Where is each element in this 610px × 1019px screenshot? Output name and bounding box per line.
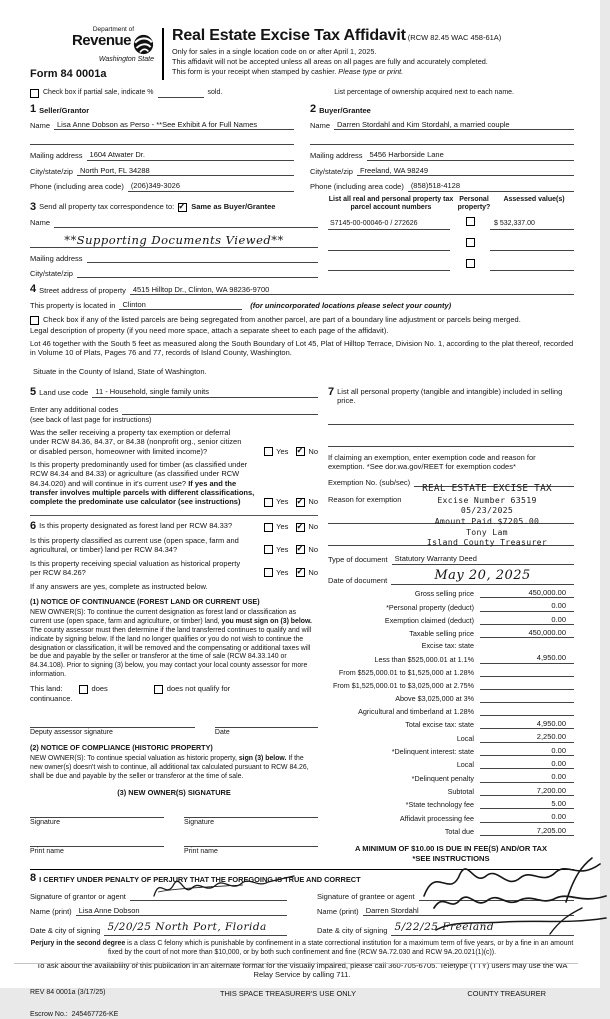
historic-yes-checkbox[interactable] [264, 568, 273, 577]
taxable-selling-price-value[interactable]: 450,000.00 [480, 628, 574, 638]
new-owner-signature-title: (3) NEW OWNER(S) SIGNATURE [30, 788, 318, 797]
exemption-note: If claiming an exemption, enter exemption code and reason for exemption. *See dor.wa.gov/REET for exemption codes* [328, 453, 574, 472]
parcel-row [328, 217, 574, 230]
notice-continuance-body: NEW OWNER(S): To continue the current designation as forest land or classification as current use (open space, farm and agriculture, or timber) land, you must sign on (3) below. The county assessor must then determine if the land transferred continues to qualify and will indicate by signing below. If the land no longer qualifies or you do not wish to continue the designation or classification, it will be removed and the compensating or additional taxes will be due and payable by the seller or transferor at the time of sale (RCW 84.33.140 or 84.34.108). Prior to signing (3) below, you may contact your local county assessor for more information. [30, 609, 318, 681]
codes-note: (see back of last page for instructions) [30, 415, 318, 424]
partial-sale-row: Check box if partial sale, indicate % sold. List percentage of ownership acquired next to each name. [30, 88, 574, 98]
notice-compliance-body: NEW OWNER(S): To continue special valuation as historic property, sign (3) below. If the new owner(s) doesn't wish to continue, all additional tax calculated pursuant to RCW 84.26, shall be due and payable by the seller or transferor at the time of sale. [30, 755, 318, 782]
additional-codes-field[interactable] [122, 405, 318, 415]
seller-csz-field[interactable]: North Port, FL 34288 [77, 166, 294, 176]
main-grid [30, 387, 574, 863]
land-use-label: Land use code [39, 388, 88, 397]
right-column [328, 387, 574, 863]
type-of-document-field[interactable]: Statutory Warranty Deed [392, 554, 574, 564]
revenue-logo-icon [133, 34, 154, 57]
seller-heading: Seller/Grantor [39, 106, 89, 115]
tier1-value[interactable]: 4,950.00 [480, 653, 574, 663]
date-of-document-label: Date of document [328, 576, 387, 585]
gross-selling-price-value[interactable]: 450,000.00 [480, 588, 574, 598]
correspondence-name-field[interactable] [54, 218, 318, 228]
form-number: Form 84 0001a [30, 68, 154, 82]
delinquent-interest-state-value[interactable]: 0.00 [480, 746, 574, 756]
if-any-yes-note: If any answers are yes, complete as instructed below. [30, 582, 318, 591]
correspondence-csz-field[interactable] [77, 268, 318, 278]
partial-sale-checkbox[interactable] [30, 89, 39, 98]
alternate-format-note: To ask about the availability of this publication in an alternate format for the visually impaired, please call 360-705-6705. Teletype (TTY) users may use the WA Relay Service by calling 711. [30, 961, 574, 981]
q2-yes-checkbox[interactable] [264, 498, 273, 507]
dept-of-label: Department of [30, 26, 134, 34]
header-note-2: This affidavit will not be accepted unless all areas on all pages are fully and accurately completed. [172, 57, 501, 66]
header-divider [162, 28, 164, 80]
this-land-row: This land: does does not qualify for [30, 684, 318, 693]
seller-mailing-field[interactable]: 1604 Atwater Dr. [87, 150, 294, 160]
form-title: Real Estate Excise Tax Affidavit [172, 27, 406, 44]
parcel-row [328, 259, 574, 272]
located-in-field[interactable]: Clinton [119, 300, 242, 310]
property-location-section: 4 Street address of property 4515 Hilltop Dr., Clinton, WA 98236-9700 This property is located in Clinton (for unincorporated locations please select your county) Check box if any of the listed parcels are being segregated from another parcel, are part of a boundary line adjustment or parcels being merged. Legal description of property (if you need more space, attach a separate sheet to each page of the affidavit). Lot 46 together with the South 5 feet as measured along the South Boundary of Lot 45, Plat of Hilltop Terrace, Division No. 1, according to the plat thereof, recorded in Volume 10 of Plats, Pages 76 and 77, records of Island County, Washington. Situate in the County of Island, State of Washington. [30, 284, 574, 377]
assessed-value-field-3[interactable] [490, 261, 574, 271]
grantee-signature-field[interactable] [419, 891, 574, 901]
current-use-yes-checkbox[interactable] [264, 545, 273, 554]
assessed-value-col-header: Assessed value(s) [494, 196, 574, 214]
notice-continuance-title: (1) NOTICE OF CONTINUANCE (FOREST LAND OR CURRENT USE) [30, 597, 318, 606]
state-technology-fee-value[interactable]: 5.00 [480, 799, 574, 809]
parcel-number-field-2[interactable] [328, 241, 450, 251]
timber-agriculture-question: Is this property predominantly used for timber (as classified under RCW 84.34 and 84.33) or agriculture (as classified under RCW 84.34.020) and will continue in it's current use? If yes and the transfer involves multiple parcels with different classifications, complete the predominate use calculator (see instructions) Yes ✓ No [30, 460, 318, 507]
tier4-value[interactable] [480, 693, 574, 703]
exemption-no-label: Exemption No. (sub/sec) [328, 478, 410, 487]
grantor-signing-block: Signature of grantor or agent Name (print) Lisa Anne Dobson Date & city of signing 5/20/25 North Port, Florida [30, 884, 287, 936]
certification-section: 8 I CERTIFY UNDER PENALTY OF PERJURY THAT THE FOREGOING IS TRUE AND CORRECT Signature of grantor or agent Name (print) Lisa Anne Dobson Date & city of signing 5/20/25 North Port, Florida Signature of grantee or agent Name (print) Darren Stordahl Date & city of signing 5/22/25 Freeland [30, 869, 574, 936]
historic-no-checkbox[interactable] [296, 568, 305, 577]
county-treasurer-label: COUNTY TREASURER [394, 989, 574, 998]
personal-property-field-2[interactable] [328, 436, 574, 447]
land-use-field[interactable]: 11 - Household, single family units [92, 387, 318, 397]
legal-description-text: Lot 46 together with the South 5 feet as measured along the South Boundary of Lot 45, Plat of Hilltop Terrace, Division No. 1, according to the plat thereof, recorded in Volume 10 of Plats, Pages 76 and 77, records of Island County, Washington. [30, 339, 574, 358]
type-of-document-label: Type of document [328, 555, 388, 564]
total-due-value[interactable]: 7,205.00 [480, 826, 574, 836]
street-address-label: Street address of property [39, 286, 126, 295]
delinquent-interest-local-value[interactable]: 0.00 [480, 759, 574, 769]
personal-property-field-1[interactable] [328, 414, 574, 425]
parcel-table [328, 196, 574, 278]
county-note: (for unincorporated locations please select your county) [250, 301, 451, 310]
buyer-csz-field[interactable]: Freeland, WA 98249 [357, 166, 574, 176]
personal-property-checkbox-3[interactable] [466, 259, 475, 268]
grantor-print-name-field[interactable]: Lisa Anne Dobson [76, 906, 287, 916]
personal-property-checkbox-1[interactable] [466, 217, 475, 226]
segregated-checkbox[interactable] [30, 316, 39, 325]
grantee-signing-block: Signature of grantee or agent Name (print) Darren Stordahl Date & city of signing 5/22/25 Freeland [317, 884, 574, 936]
same-as-buyer-checkbox[interactable] [178, 203, 187, 212]
buyer-heading: Buyer/Grantee [319, 106, 371, 115]
seller-name-field-2[interactable] [30, 135, 294, 145]
minimum-fee-note: A MINIMUM OF $10.00 IS DUE IN FEE(S) AND/OR TAX *SEE INSTRUCTIONS [328, 844, 574, 863]
land-does-not-checkbox[interactable] [154, 685, 163, 694]
exemption-deferral-question: Was the seller receiving a property tax exemption or deferral under RCW 84.36, 84.37, or 84.38 (nonprofit org., senior citizen or disabled person, homeowner with limited income)? Yes ✓ No [30, 428, 318, 456]
segregated-label: Check box if any of the listed parcels are being segregated from another parcel, are part of a boundary line adjustment or parcels being merged. [43, 315, 521, 324]
personal-property-intro: 7 List all personal property (tangible and intangible) included in selling price. [328, 387, 574, 406]
notice-compliance-title: (2) NOTICE OF COMPLIANCE (HISTORIC PROPERTY) [30, 743, 318, 752]
q1-no-checkbox[interactable] [296, 447, 305, 456]
new-owner-print-field-1[interactable]: Print name [30, 836, 164, 857]
deputy-assessor-signature-field[interactable]: Deputy assessor signature [30, 717, 195, 738]
reason-exemption-label: Reason for exemption [328, 495, 401, 504]
street-address-field[interactable]: 4515 Hilltop Dr., Clinton, WA 98236-9700 [130, 285, 574, 295]
buyer-mailing-field[interactable]: 5456 Harborside Lane [367, 150, 574, 160]
washington-state-label: Washington State [30, 56, 154, 65]
parties-grid [30, 98, 574, 192]
land-does-checkbox[interactable] [79, 685, 88, 694]
grantee-print-name-field[interactable]: Darren Stordahl [363, 906, 574, 916]
header-note-1: Only for sales in a single location code on or after April 1, 2025. [172, 47, 501, 56]
parcel-number-field[interactable]: S7145-00-00046-0 / 272626 [328, 220, 450, 230]
located-in-label: This property is located in [30, 301, 115, 310]
legal-description-label: Legal description of property (if you need more space, attach a separate sheet to each page of the affidavit). [30, 326, 574, 335]
buyer-grantee-section: 2 Buyer/Grantee Name Darren Stordahl and Kim Stordahl, a married couple Mailing address 5456 Harborside Lane City/state/zip Freeland, WA 98249 Phone (including area code) (858)518-4128 [310, 98, 574, 192]
header-title-block [172, 26, 501, 82]
deputy-date-field[interactable]: Date [215, 717, 318, 738]
footer-row [30, 989, 574, 998]
correspondence-mailing-field[interactable] [87, 253, 318, 263]
partial-sale-percent-field[interactable] [158, 88, 204, 98]
rcw-reference: (RCW 82.45 WAC 458-61A) [408, 33, 502, 42]
correspondence-label: Send all property tax correspondence to: [39, 202, 174, 211]
rev-form-id: REV 84 0001a (3/17/25) [30, 989, 182, 998]
seller-name-field[interactable]: Lisa Anne Dobson as Perso - **See Exhibit A for Full Names [54, 120, 294, 130]
grantor-date-city-field[interactable]: 5/20/25 North Port, Florida [104, 921, 287, 935]
seller-grantor-section: 1 Seller/Grantor Name Lisa Anne Dobson as Perso - **See Exhibit A for Full Names Mailing address 1604 Atwater Dr. City/state/zip North Port, FL 34288 Phone (including area code) (206)349-3026 [30, 98, 294, 192]
total-excise-state-value[interactable]: 4,950.00 [480, 719, 574, 729]
fee-table: Gross selling price 450,000.00 *Personal property (deduct) 0.00 Exemption claimed (deduct) 0.00 Taxable selling price 450,000.00 Excise tax: state Less than $525,000.01 at 1.1% 4,950.00 From $525,000.01 to $1,525,000 at 1.28% From $1,525,000.01 to $3,025,000 at 2.75% Above $3,025,000 at 3% Agricultural and timberland at 1.28% Total excise tax: state 4,950.00 Local 2,250.00 *Delinquent interest: state 0.00 Local 0.00 *Delinquent penalty 0.00 Subtotal 7,200.00 *State technology fee 5.00 Affidavit processing fee 0.00 Total due 7,205.00 [328, 588, 574, 836]
left-column: 5 Land use code 11 - Household, single family units Enter any additional codes (see back of last page for instructions) Was the seller receiving a property tax exemption or deferral under RCW 84.36, 84.37, or 84.38 (nonprofit org., senior citizen or disabled person, homeowner with limited income)? Yes ✓ No Is this property predominantly used for timber (as classified under RCW 84.34 and 84.33) or agriculture (as classified under RCW 84.34.020) and will continue in it's current use? If yes and the transfer involves multiple parcels with different classifications, complete the predominate use calculator (see instructions) Yes ✓ No 6 Is this property designated as forest land per RCW 84.33? Yes ✓ No Is this property classified as current use (open space, farm and agricultural, or timber) land per RCW 84.34? Yes ✓ No Is this property receiving special valuation as historical property per RCW 84.26? Yes ✓ No If any answers are yes, complete as instructed below. (1) NOTICE OF CONTINUANCE (FOREST LAND OR CURRENT USE) NEW OWNER(S): To continue the current designation as forest land or classification as current use (open space, farm and agriculture, or timber) land, you must sign on (3) below. The county assessor must then determine if the land transferred continues to qualify and will indicate by signing below. If the land no longer qualifies or you do not wish to continue the designation or classification, it will be removed and the compensating or additional taxes will be due and payable by the seller or transferor at the time of sale (RCW 84.33.140 or 84.34.108). Prior to signing (3) below, you may contact your local county assessor for more information. This land: does does not qualify for continuance. Deputy assessor signature Date (2) NOTICE OF COMPLIANCE (HISTORIC PROPERTY) NEW OWNER(S): To continue special valuation as historic property, sign (3) below. If the new owner(s) doesn't wish to continue, all additional tax calculated pursuant to RCW 84.26, shall be due and payable by the seller or transferor at the time of sale. (3) NEW OWNER(S) SIGNATURE Signature Signature Print name Print name [30, 387, 318, 863]
new-owner-signature-field-2[interactable]: Signature [184, 807, 318, 828]
escrow-number: Escrow No.: 245467726-KE [30, 1011, 574, 1019]
parcel-number-field-3[interactable] [328, 261, 450, 271]
grantee-date-city-field[interactable]: 5/22/25 Freeland [391, 921, 574, 935]
situate-text: Situate in the County of Island, State of Washington. [33, 367, 574, 376]
new-owner-signature-field-1[interactable]: Signature [30, 807, 164, 828]
additional-codes-label: Enter any additional codes [30, 405, 118, 414]
perjury-statement: Perjury in the second degree is a class C felony which is punishable by confinement in a state correctional institution for a maximum term of five years, or by a fine in an amount fixed by the court of not more than $10,000, or by both such confinement and fine (RCW 9A.72.030 and RCW 9A.20.021(1)(c)). [30, 940, 574, 958]
form-header [30, 26, 574, 82]
local-excise-value[interactable]: 2,250.00 [480, 732, 574, 742]
q1-yes-checkbox[interactable] [264, 447, 273, 456]
personal-property-checkbox-2[interactable] [466, 238, 475, 247]
dor-logo-block [30, 26, 162, 82]
correspondence-parcel-grid [30, 196, 574, 278]
exemption-claimed-value[interactable]: 0.00 [480, 615, 574, 625]
supporting-documents-note: **Supporting Documents Viewed** [30, 233, 318, 248]
correspondence-section: 3 Send all property tax correspondence to: ✓ Same as Buyer/Grantee Name **Supporting Documents Viewed** Mailing address City/state/zip [30, 196, 318, 278]
tier2-value[interactable] [480, 667, 574, 677]
header-note-3: This form is your receipt when stamped by cashier. Please type or print. [172, 67, 501, 76]
current-use-no-checkbox[interactable] [296, 545, 305, 554]
tier3-value[interactable] [480, 680, 574, 690]
continuance-word: continuance. [30, 694, 318, 703]
same-as-buyer-label: Same as Buyer/Grantee [191, 202, 275, 211]
assessed-value-field[interactable]: $ 532,337.00 [490, 220, 574, 230]
forest-land-question: 6 Is this property designated as forest land per RCW 84.33? Yes ✓ No [30, 515, 318, 532]
parcel-row [328, 238, 574, 251]
buyer-name-field-2[interactable] [310, 135, 574, 145]
agricultural-value[interactable] [480, 706, 574, 716]
seller-phone-field[interactable]: (206)349-3026 [128, 181, 294, 191]
excise-tax-state-header [480, 641, 574, 650]
treasurer-space-label: THIS SPACE TREASURER'S USE ONLY [182, 989, 394, 998]
subtotal-value[interactable]: 7,200.00 [480, 786, 574, 796]
assessed-value-field-2[interactable] [490, 241, 574, 251]
grantor-signature-field[interactable] [130, 891, 287, 901]
buyer-name-field[interactable]: Darren Stordahl and Kim Stordahl, a married couple [334, 120, 574, 130]
revenue-wordmark: Revenue [72, 32, 131, 51]
personal-property-col-header: Personal property? [454, 196, 494, 214]
certify-statement: I CERTIFY UNDER PENALTY OF PERJURY THAT THE FOREGOING IS TRUE AND CORRECT [39, 875, 361, 884]
partial-sale-label: Check box if partial sale, indicate % [43, 89, 154, 98]
date-of-document-field[interactable]: May 20, 2025 [391, 568, 574, 585]
excise-tax-stamp: REAL ESTATE EXCISE TAX Excise Number 63519 05/23/2025 Amount Paid $7205.00 Tony Lam Island County Treasurer [398, 483, 576, 548]
current-use-question: Is this property classified as current use (open space, farm and agricultural, or timber) land per RCW 84.34? Yes ✓ No [30, 536, 318, 555]
new-owner-print-field-2[interactable]: Print name [184, 836, 318, 857]
affidavit-processing-fee-value[interactable]: 0.00 [480, 812, 574, 822]
ownership-percentage-note: List percentage of ownership acquired next to each name. [334, 89, 514, 98]
q2-no-checkbox[interactable] [296, 498, 305, 507]
personal-property-deduct-value[interactable]: 0.00 [480, 601, 574, 611]
forest-yes-checkbox[interactable] [264, 523, 273, 532]
delinquent-penalty-value[interactable]: 0.00 [480, 772, 574, 782]
historic-question: Is this property receiving special valuation as historical property per RCW 84.26? Yes ✓ No [30, 559, 318, 578]
scan-artifact-line [14, 963, 578, 964]
buyer-phone-field[interactable]: (858)518-4128 [408, 181, 574, 191]
forest-no-checkbox[interactable] [296, 523, 305, 532]
parcel-col-header: List all real and personal property tax parcel account numbers [328, 196, 454, 214]
